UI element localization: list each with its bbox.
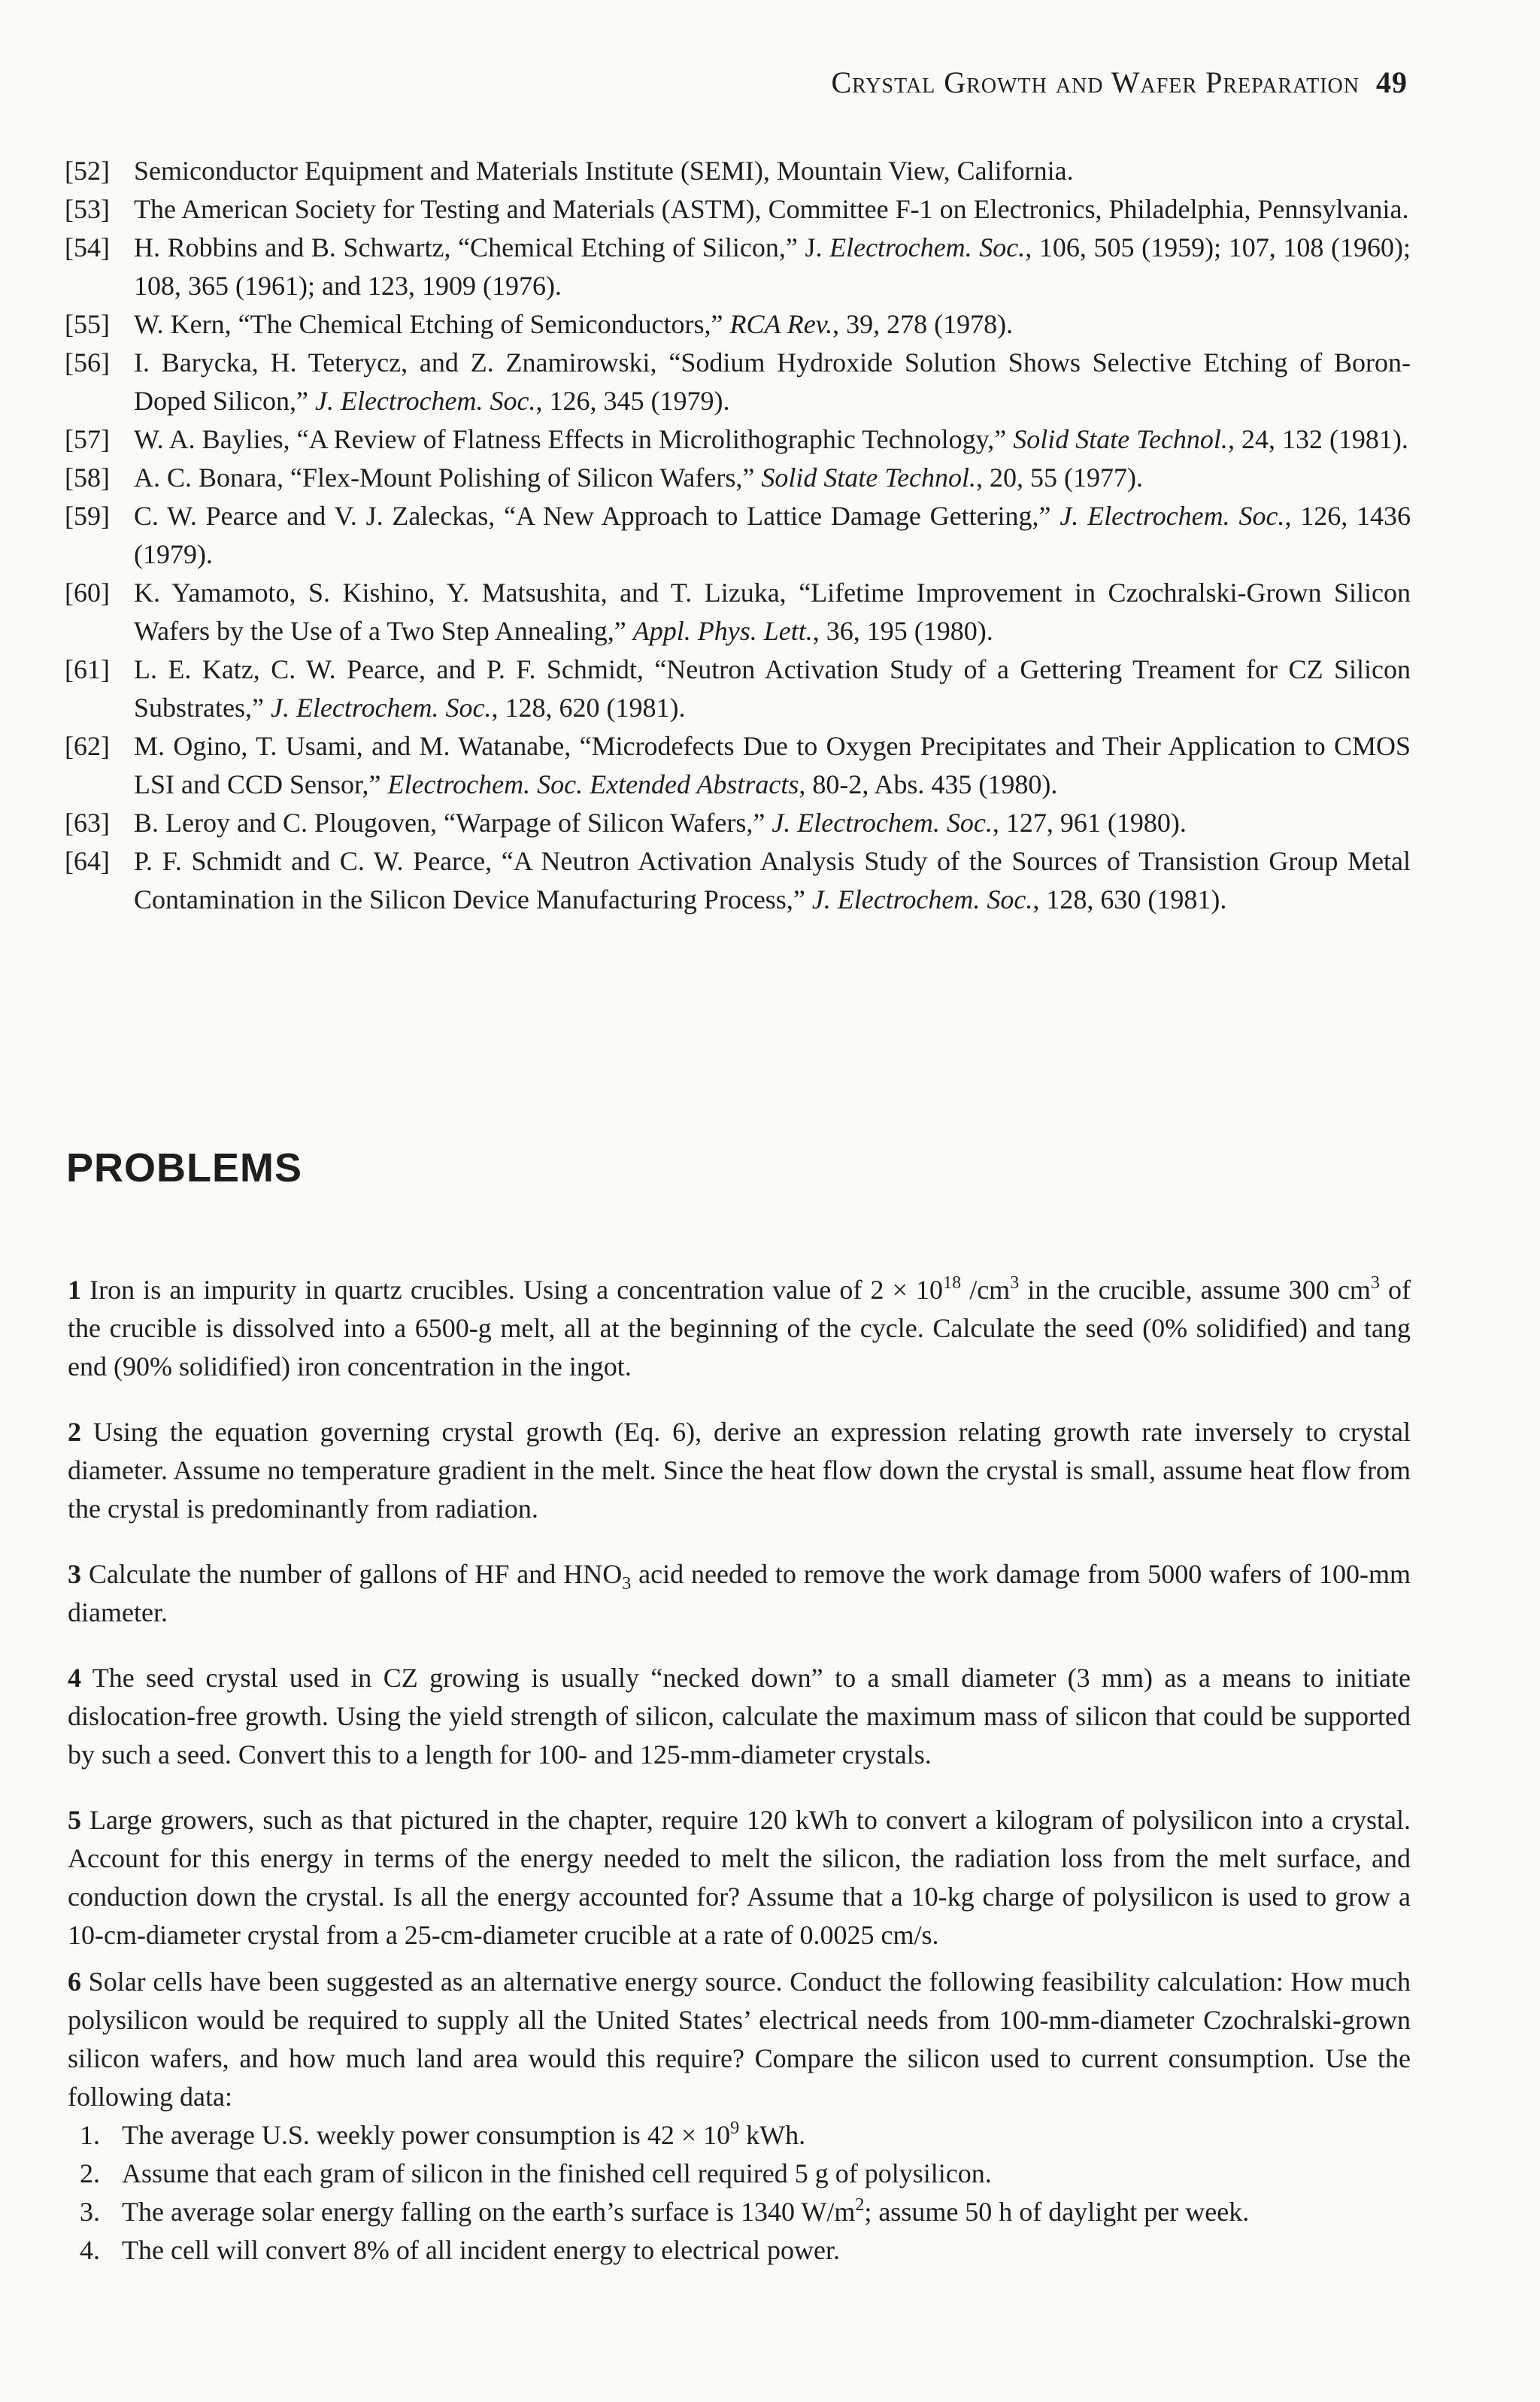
reference-item — [65, 842, 1411, 919]
reference-authors: W. Kern, — [134, 309, 238, 339]
reference-item — [65, 459, 1411, 497]
reference-details: , 80-2, Abs. 435 (1980). — [799, 769, 1058, 799]
data-item-text: The average solar energy falling on the earth’s surface is 1340 W/m — [122, 2197, 856, 2227]
reference-item — [65, 305, 1411, 344]
reference-authors: M. Ogino, T. Usami, and M. Watanabe, — [134, 731, 580, 761]
reference-details: , 20, 55 (1977). — [976, 463, 1144, 493]
reference-list — [65, 152, 1411, 919]
reference-number: [62] — [65, 731, 110, 761]
problem-number: 1 — [68, 1275, 81, 1305]
reference-authors: I. Barycka, H. Teterycz, and Z. Znamirowski, — [134, 347, 669, 378]
reference-text: The American Society for Testing and Materials (ASTM), Committee F-1 on Electronics, Philadelphia, Pennsylvania. — [134, 194, 1409, 224]
reference-authors: H. Robbins and B. Schwartz, — [134, 232, 459, 262]
problem-text: acid needed to remove the work damage from 5000 wafers of 100-mm diameter. — [68, 1559, 1411, 1627]
reference-title: “Microdefects Due to Oxygen Precipitates and Their Application to CMOS LSI and CCD Sensor,” — [134, 731, 1411, 799]
exponent: 9 — [730, 2118, 740, 2138]
data-item-number: 4. — [80, 2235, 100, 2265]
reference-authors: K. Yamamoto, S. Kishino, Y. Matsushita, and T. Lizuka, — [134, 578, 799, 608]
data-item — [68, 2193, 1411, 2231]
reference-number: [56] — [65, 347, 110, 378]
problem-3 — [68, 1555, 1411, 1632]
reference-details: , 36, 195 (1980). — [812, 616, 993, 646]
reference-number: [54] — [65, 232, 110, 262]
reference-title: “Flex-Mount Polishing of Silicon Wafers,” — [290, 463, 762, 493]
problem-number: 5 — [68, 1805, 81, 1835]
reference-number: [55] — [65, 309, 110, 339]
problem-text: of the crucible is dissolved into a 6500-g melt, all at the beginning of the cycle. Calculate the seed (0% solidified) and tang end (90% solidified) iron concentration in the ingot. — [68, 1275, 1411, 1381]
reference-details: , 128, 620 (1981). — [491, 693, 686, 723]
problem-4 — [68, 1659, 1411, 1774]
problem-6-data-list — [68, 2116, 1411, 2270]
reference-number: [60] — [65, 578, 110, 608]
reference-item — [65, 229, 1411, 305]
reference-title: “The Chemical Etching of Semiconductors,” — [238, 309, 730, 339]
problem-text: Solar cells have been suggested as an alternative energy source. Conduct the following feasibility calculation: How much polysilicon would be required to supply all the United States’ electrical needs from 100-mm-diameter Czochralski-grown silicon wafers, and how much land area would this require? Compare the silicon used to current consumption. Use the following data: — [68, 1967, 1411, 2112]
reference-journal: Solid State Technol. — [761, 463, 977, 493]
reference-details: , 127, 961 (1980). — [992, 808, 1187, 838]
data-item — [68, 2155, 1411, 2193]
problem-text: in the crucible, assume 300 cm — [1019, 1275, 1371, 1305]
reference-journal: Electrochem. Soc. Extended Abstracts — [387, 769, 799, 799]
reference-details: , 24, 132 (1981). — [1227, 424, 1408, 454]
problem-number: 3 — [68, 1559, 81, 1589]
reference-item — [65, 727, 1411, 804]
problem-list — [68, 1244, 1411, 2278]
reference-title: “A Review of Flatness Effects in Microlithographic Technology,” — [296, 424, 1014, 454]
reference-authors: P. F. Schmidt and C. W. Pearce, — [134, 846, 502, 876]
problem-number: 2 — [68, 1417, 81, 1447]
data-item-number: 2. — [80, 2158, 100, 2188]
reference-number: [53] — [65, 194, 110, 224]
exponent: 18 — [943, 1273, 962, 1293]
reference-details: , 128, 630 (1981). — [1032, 884, 1227, 914]
data-item — [68, 2116, 1411, 2155]
data-item-text: ; assume 50 h of daylight per week. — [864, 2197, 1250, 2227]
reference-number: [52] — [65, 156, 110, 186]
problem-text: Calculate the number of gallons of HF and HNO — [88, 1559, 623, 1589]
problems-heading: PROBLEMS — [66, 1145, 303, 1190]
reference-journal: J. Electrochem. Soc. — [314, 386, 536, 416]
reference-journal: Electrochem. Soc. — [829, 232, 1026, 262]
reference-number: [57] — [65, 424, 110, 454]
reference-title: “Warpage of Silicon Wafers,” — [443, 808, 772, 838]
problem-6 — [68, 1963, 1411, 2270]
data-item-number: 1. — [80, 2120, 100, 2150]
problem-text: Using the equation governing crystal growth (Eq. 6), derive an expression relating growth rate inversely to crystal diameter. Assume no temperature gradient in the melt. Since the heat flow down the crystal is small, assume heat flow from the crystal is predominantly from radiation. — [68, 1417, 1411, 1524]
reference-item — [65, 574, 1411, 651]
reference-journal: J. Electrochem. Soc. — [1060, 501, 1285, 531]
reference-title: “Chemical Etching of Silicon,” J. — [458, 232, 830, 262]
reference-details: , 106, 505 (1959); 107, 108 (1960); 108, 365 (1961); and 123, 1909 (1976). — [134, 232, 1411, 301]
exponent: 3 — [1010, 1273, 1020, 1293]
problem-number: 6 — [68, 1967, 81, 1997]
reference-number: [63] — [65, 808, 110, 838]
reference-authors: B. Leroy and C. Plougoven, — [134, 808, 444, 838]
reference-item — [65, 152, 1411, 190]
reference-journal: J. Electrochem. Soc. — [772, 808, 993, 838]
exponent: 2 — [855, 2195, 865, 2215]
problem-text: Iron is an impurity in quartz crucibles. Using a concentration value of 2 × 10 — [89, 1275, 944, 1305]
reference-item — [65, 420, 1411, 459]
subscript: 3 — [622, 1574, 632, 1594]
reference-item — [65, 804, 1411, 842]
page-number: 49 — [1376, 65, 1408, 99]
reference-journal: Appl. Phys. Lett. — [632, 616, 813, 646]
reference-number: [64] — [65, 846, 110, 876]
reference-number: [58] — [65, 463, 110, 493]
reference-number: [59] — [65, 501, 110, 531]
problem-1 — [68, 1271, 1411, 1386]
problem-2 — [68, 1413, 1411, 1528]
data-item-text: The average U.S. weekly power consumption is 42 × 10 — [122, 2120, 731, 2150]
data-item-text: The cell will convert 8% of all incident energy to electrical power. — [122, 2235, 840, 2265]
reference-item — [65, 497, 1411, 574]
reference-journal: RCA Rev. — [729, 309, 833, 339]
problem-text: Large growers, such as that pictured in the chapter, require 120 kWh to convert a kilogram of polysilicon into a crystal. Account for this energy in terms of the energy needed to melt the silicon, the radiation loss from the melt surface, and conduction down the crystal. Is all the energy accounted for? Assume that a 10-kg charge of polysilicon is used to grow a 10-cm-diameter crystal from a 25-cm-diameter crucible at a rate of 0.0025 cm/s. — [68, 1805, 1411, 1950]
chapter-title: Crystal Growth and Wafer Preparation — [831, 65, 1360, 99]
reference-title: “Sodium Hydroxide Solution Shows Selective Etching of Boron-Doped Silicon,” — [134, 347, 1411, 416]
exponent: 3 — [1370, 1273, 1380, 1293]
reference-journal: J. Electrochem. Soc. — [270, 693, 492, 723]
reference-item — [65, 344, 1411, 420]
data-item-text: kWh. — [739, 2120, 806, 2150]
reference-title: “A New Approach to Lattice Damage Gettering,” — [504, 501, 1060, 531]
reference-details: , 39, 278 (1978). — [832, 309, 1014, 339]
reference-item — [65, 190, 1411, 229]
reference-title: “A Neutron Activation Analysis Study of the Sources of Transistion Group Metal Contamination in the Silicon Device Manufacturing Process,” — [134, 846, 1411, 914]
reference-details: , 126, 1436 (1979). — [134, 501, 1411, 569]
data-item — [68, 2231, 1411, 2270]
data-item-number: 3. — [80, 2197, 100, 2227]
running-header — [832, 65, 1408, 100]
data-item-text: Assume that each gram of silicon in the finished cell required 5 g of polysilicon. — [122, 2158, 992, 2188]
reference-number: [61] — [65, 654, 110, 684]
problem-5 — [68, 1801, 1411, 1955]
reference-journal: J. Electrochem. Soc. — [811, 884, 1033, 914]
reference-journal: Solid State Technol. — [1013, 424, 1228, 454]
reference-text: Semiconductor Equipment and Materials Institute (SEMI), Mountain View, California. — [134, 156, 1074, 186]
problem-number: 4 — [68, 1663, 81, 1693]
reference-details: , 126, 345 (1979). — [535, 386, 730, 416]
reference-title: “Neutron Activation Study of a Gettering Treament for CZ Silicon Substrates,” — [134, 654, 1411, 723]
problem-text: /cm — [961, 1275, 1011, 1305]
reference-authors: L. E. Katz, C. W. Pearce, and P. F. Schmidt, — [134, 654, 655, 684]
reference-authors: A. C. Bonara, — [134, 463, 290, 493]
reference-item — [65, 651, 1411, 727]
reference-authors: C. W. Pearce and V. J. Zaleckas, — [134, 501, 505, 531]
reference-authors: W. A. Baylies, — [134, 424, 297, 454]
reference-title: “Lifetime Improvement in Czochralski-Grown Silicon Wafers by the Use of a Two Step Annealing,” — [134, 578, 1411, 646]
problem-text: The seed crystal used in CZ growing is usually “necked down” to a small diameter (3 mm) as a means to initiate dislocation-free growth. Using the yield strength of silicon, calculate the maximum mass of silicon that could be supported by such a seed. Convert this to a length for 100- and 125-mm-diameter crystals. — [68, 1663, 1411, 1770]
